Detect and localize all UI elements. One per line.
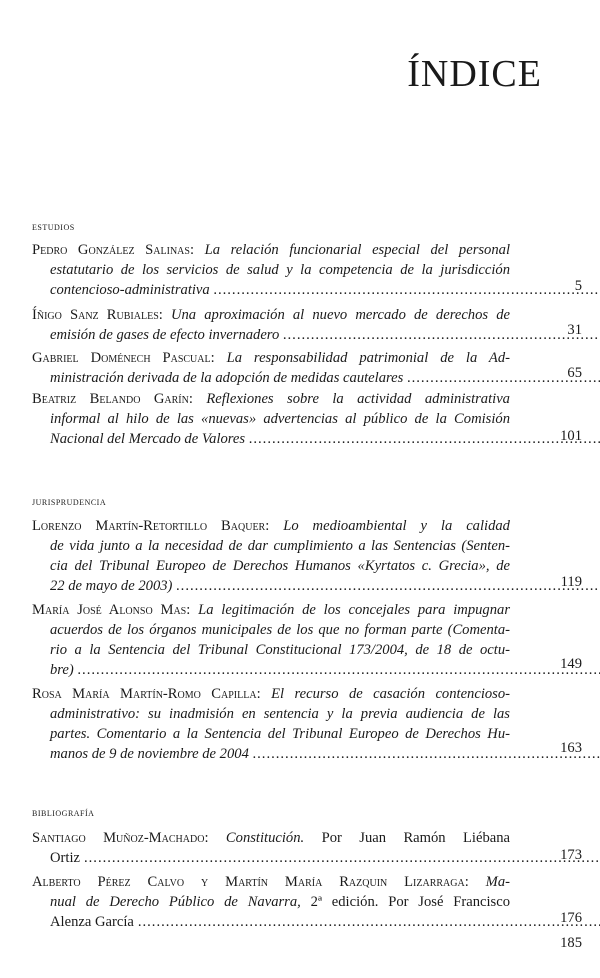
entry-author: Pedro González Salinas: [32, 242, 195, 258]
entry-author: Alberto Pérez Calvo y Martín María Razquin Lizarraga: [32, 874, 469, 890]
page-number: 149 [560, 656, 582, 672]
section-heading-estudios: estudios [32, 221, 75, 233]
page-number: 65 [567, 365, 582, 381]
entry-title-line: 22 de mayo de 2003) [50, 578, 173, 594]
toc-entry[interactable] [32, 516, 510, 596]
entry-reviewer: Por Juan Ramón Liébana [321, 830, 511, 846]
toc-entry[interactable] [32, 684, 510, 764]
entry-title-line: estatutario de los servicios de salud y la competencia de la jurisdicción [50, 262, 510, 278]
entry-author: Lorenzo Martín-Retortillo Baquer: [32, 518, 270, 534]
toc-entry[interactable] [32, 828, 510, 868]
entry-author: Santiago Muñoz-Machado: [32, 830, 209, 846]
page-number: 31 [567, 322, 582, 338]
entry-title-line: Nacional del Mercado de Valores [50, 431, 246, 447]
entry-title-line: cia del Tribunal Europeo de Derechos Humanos «Kyrtatos c. Grecia», de [50, 558, 510, 574]
entry-title-line: bre) [50, 662, 74, 678]
entry-title-line: de vida junto a la necesidad de dar cumplimiento a las Sentencias (Senten- [50, 538, 510, 554]
page-number: 173 [560, 847, 582, 863]
entry-work: Ma- [485, 874, 510, 890]
entry-work: Constitución. [225, 830, 305, 846]
entry-work: nual de Derecho Público de Navarra, [50, 894, 301, 910]
entry-title-line: rio a la Sentencia del Tribunal Constitucional 173/2004, de 18 de octu- [50, 642, 510, 658]
entry-reviewer: 2ª edición. Por José Francisco [310, 894, 510, 910]
entry-title-line: acuerdos de los órganos municipales de los que no forman parte (Comenta- [50, 622, 510, 638]
entry-title: Reflexiones sobre la actividad administrativa [206, 391, 510, 407]
page-number: 176 [560, 910, 582, 926]
entry-title-line: administrativo: su inadmisión en sentencia y la previa audiencia de las [50, 706, 510, 722]
entry-title-line: informal al hilo de las «nuevas» advertencias al público de la Comisión [50, 411, 510, 427]
entry-title: La relación funcionarial especial del personal [204, 242, 510, 258]
page-number: 101 [560, 428, 582, 444]
entry-reviewer-line: Ortiz [50, 850, 80, 866]
toc-entry[interactable] [32, 348, 510, 388]
section-heading-bibliografia: bibliografía [32, 807, 95, 819]
toc-entry[interactable] [32, 872, 510, 932]
section-heading-jurisprudencia: jurisprudencia [32, 496, 107, 508]
entry-reviewer-line: Alenza García [50, 914, 134, 930]
entry-title-line: manos de 9 de noviembre de 2004 [50, 746, 249, 762]
entry-title-line: partes. Comentario a la Sentencia del Tribunal Europeo de Derechos Hu- [50, 726, 510, 742]
entry-title-line: ministración derivada de la adopción de medidas cautelares [50, 370, 404, 386]
entry-title: La legitimación de los concejales para impugnar [198, 602, 510, 618]
page-title: ÍNDICE [407, 53, 542, 95]
entry-title: Una aproximación al nuevo mercado de derechos de [170, 307, 510, 323]
entry-title: El recurso de casación contencioso- [271, 686, 511, 702]
page-number: 163 [560, 740, 582, 756]
entry-title-line: emisión de gases de efecto invernadero [50, 327, 280, 343]
entry-author: Beatriz Belando Garín: [32, 391, 193, 407]
page-number: 119 [560, 574, 582, 590]
toc-entry[interactable] [32, 305, 510, 345]
toc-entry[interactable] [32, 240, 510, 300]
entry-author: María José Alonso Mas: [32, 602, 191, 618]
toc-entry[interactable] [32, 389, 510, 449]
entry-author: Rosa María Martín-Romo Capilla: [32, 686, 261, 702]
final-page-number: 185 [560, 935, 582, 951]
entry-author: Gabriel Doménech Pascual: [32, 350, 215, 366]
page-number: 5 [574, 278, 582, 294]
entry-author: Íñigo Sanz Rubiales: [32, 307, 163, 323]
entry-title: Lo medioambiental y la calidad [283, 518, 510, 534]
entry-title-line: contencioso-administrativa [50, 282, 210, 298]
entry-title: La responsabilidad patrimonial de la Ad- [226, 350, 510, 366]
toc-entry[interactable] [32, 600, 510, 680]
